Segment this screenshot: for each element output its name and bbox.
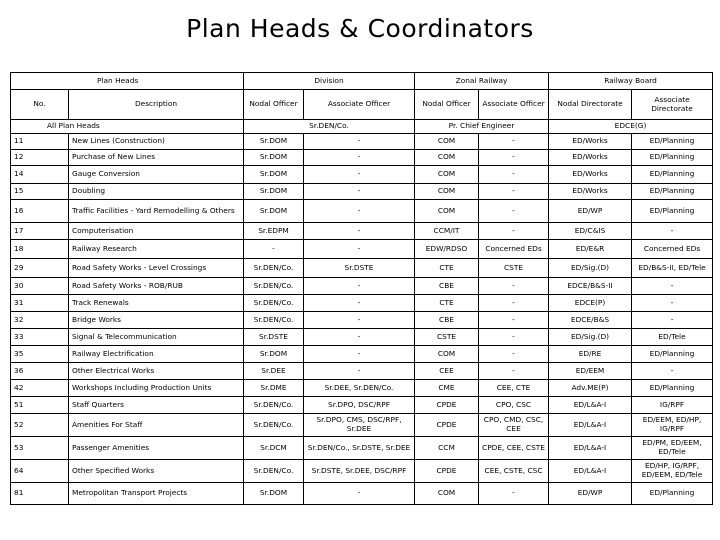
board-nodal-directorate: ED/L&A-I [549, 437, 632, 460]
zonal-associate-officer: - [479, 346, 549, 363]
zonal-associate-officer: - [479, 329, 549, 346]
board-nodal-directorate: ED/Works [549, 150, 632, 166]
division-associate-officer: Sr.DSTE [304, 259, 415, 278]
plan-head-number: 30 [11, 278, 69, 295]
zonal-nodal-officer: CME [415, 380, 479, 397]
plan-head-description: Staff Quarters [69, 397, 244, 414]
plan-head-number: 36 [11, 363, 69, 380]
plan-head-description: Metropolitan Transport Projects [69, 483, 244, 505]
division-nodal-officer: Sr.DOM [244, 346, 304, 363]
plan-head-number: 15 [11, 184, 69, 200]
header-zr-nodal-officer: Nodal Officer [415, 90, 479, 120]
board-associate-directorate: ED/PM, ED/EEM, ED/Tele [632, 437, 713, 460]
board-associate-directorate: ED/B&S-II, ED/Tele [632, 259, 713, 278]
table-row [11, 460, 713, 483]
board-associate-directorate: ED/Planning [632, 150, 713, 166]
board-nodal-directorate: ED/WP [549, 483, 632, 505]
plan-head-number: 32 [11, 312, 69, 329]
division-nodal-officer: Sr.DEN/Co. [244, 259, 304, 278]
plan-head-number: 29 [11, 259, 69, 278]
header-railway-board: Railway Board [549, 73, 713, 90]
zonal-associate-officer: CPO, CMD, CSC, CEE [479, 414, 549, 437]
division-nodal-officer: Sr.DEN/Co. [244, 295, 304, 312]
plan-head-number: 14 [11, 166, 69, 184]
division-associate-officer: - [304, 150, 415, 166]
board-associate-directorate: ED/Planning [632, 483, 713, 505]
division-nodal-officer: Sr.DOM [244, 200, 304, 223]
plan-head-number: 18 [11, 240, 69, 259]
board-associate-directorate: ED/Planning [632, 166, 713, 184]
plan-head-description: Bridge Works [69, 312, 244, 329]
page-title: Plan Heads & Coordinators [186, 14, 534, 43]
zonal-associate-officer: CSTE [479, 259, 549, 278]
header-plan-heads: Plan Heads [11, 73, 244, 90]
zonal-nodal-officer: CTE [415, 295, 479, 312]
division-nodal-officer: Sr.DEN/Co. [244, 460, 304, 483]
table-row [11, 240, 713, 259]
zonal-nodal-officer: CBE [415, 312, 479, 329]
plan-head-description: Doubling [69, 184, 244, 200]
division-nodal-officer: Sr.EDPM [244, 223, 304, 240]
division-associate-officer: Sr.DSTE, Sr.DEE, DSC/RPF [304, 460, 415, 483]
plan-head-number: 53 [11, 437, 69, 460]
board-associate-directorate: ED/HP, IG/RPF, ED/EEM, ED/Tele [632, 460, 713, 483]
header-zr-associate-officer: Associate Officer [479, 90, 549, 120]
board-associate-directorate: ED/EEM, ED/HP, IG/RPF [632, 414, 713, 437]
zonal-nodal-officer: COM [415, 483, 479, 505]
zonal-nodal-officer: CPDE [415, 460, 479, 483]
zonal-nodal-officer: COM [415, 184, 479, 200]
all-plan-heads-division: Sr.DEN/Co. [244, 120, 415, 134]
division-associate-officer: - [304, 483, 415, 505]
zonal-associate-officer: - [479, 363, 549, 380]
division-nodal-officer: Sr.DEE [244, 363, 304, 380]
board-nodal-directorate: EDCE/B&S [549, 312, 632, 329]
zonal-associate-officer: - [479, 295, 549, 312]
plan-head-description: Track Renewals [69, 295, 244, 312]
table-row [11, 363, 713, 380]
plan-head-description: Railway Research [69, 240, 244, 259]
division-nodal-officer: Sr.DEN/Co. [244, 414, 304, 437]
division-associate-officer: - [304, 295, 415, 312]
plan-head-description: Computerisation [69, 223, 244, 240]
division-associate-officer: - [304, 363, 415, 380]
plan-head-number: 12 [11, 150, 69, 166]
plan-head-number: 51 [11, 397, 69, 414]
board-nodal-directorate: ED/Sig.(D) [549, 329, 632, 346]
table-row [11, 414, 713, 437]
plan-head-number: 11 [11, 134, 69, 150]
plan-head-description: Traffic Facilities - Yard Remodelling & Others [69, 200, 244, 223]
division-associate-officer: - [304, 134, 415, 150]
division-associate-officer: Sr.DPO, DSC/RPF [304, 397, 415, 414]
zonal-nodal-officer: COM [415, 134, 479, 150]
board-nodal-directorate: ED/WP [549, 200, 632, 223]
plan-head-number: 17 [11, 223, 69, 240]
board-associate-directorate: - [632, 295, 713, 312]
header-rb-nodal-directorate: Nodal Directorate [549, 90, 632, 120]
board-associate-directorate: Concerned EDs [632, 240, 713, 259]
board-nodal-directorate: ED/L&A-I [549, 397, 632, 414]
zonal-nodal-officer: CTE [415, 259, 479, 278]
zonal-associate-officer: - [479, 312, 549, 329]
plan-head-description: Amenities For Staff [69, 414, 244, 437]
zonal-associate-officer: - [479, 200, 549, 223]
board-nodal-directorate: ED/C&IS [549, 223, 632, 240]
plan-head-description: Gauge Conversion [69, 166, 244, 184]
zonal-associate-officer: - [479, 134, 549, 150]
board-associate-directorate: - [632, 363, 713, 380]
plan-head-number: 64 [11, 460, 69, 483]
division-nodal-officer: Sr.DOM [244, 483, 304, 505]
division-nodal-officer: - [244, 240, 304, 259]
zonal-associate-officer: - [479, 483, 549, 505]
division-nodal-officer: Sr.DEN/Co. [244, 278, 304, 295]
plan-head-description: New Lines (Construction) [69, 134, 244, 150]
board-nodal-directorate: ED/Sig.(D) [549, 259, 632, 278]
board-associate-directorate: - [632, 278, 713, 295]
zonal-nodal-officer: COM [415, 200, 479, 223]
zonal-associate-officer: - [479, 278, 549, 295]
zonal-nodal-officer: COM [415, 166, 479, 184]
plan-head-number: 31 [11, 295, 69, 312]
division-nodal-officer: Sr.DEN/Co. [244, 397, 304, 414]
board-nodal-directorate: ED/Works [549, 134, 632, 150]
division-associate-officer: Sr.DPO, CMS, DSC/RPF, Sr.DEE [304, 414, 415, 437]
division-associate-officer: - [304, 240, 415, 259]
division-nodal-officer: Sr.DOM [244, 150, 304, 166]
all-plan-heads-zonal: Pr. Chief Engineer [415, 120, 549, 134]
table-row [11, 329, 713, 346]
division-associate-officer: - [304, 223, 415, 240]
table-row [11, 380, 713, 397]
table-row [11, 259, 713, 278]
board-nodal-directorate: ED/EEM [549, 363, 632, 380]
board-nodal-directorate: ED/Works [549, 166, 632, 184]
table-row [11, 295, 713, 312]
plan-head-number: 33 [11, 329, 69, 346]
board-associate-directorate: ED/Planning [632, 346, 713, 363]
plan-head-description: Road Safety Works - ROB/RUB [69, 278, 244, 295]
all-plan-heads-label: All Plan Heads [11, 120, 244, 134]
header-no: No. [11, 90, 69, 120]
table-row [11, 223, 713, 240]
zonal-associate-officer: - [479, 166, 549, 184]
division-nodal-officer: Sr.DOM [244, 166, 304, 184]
zonal-nodal-officer: CEE [415, 363, 479, 380]
zonal-nodal-officer: CPDE [415, 397, 479, 414]
zonal-nodal-officer: CCM [415, 437, 479, 460]
board-nodal-directorate: EDCE/B&S-II [549, 278, 632, 295]
plan-head-description: Purchase of New Lines [69, 150, 244, 166]
zonal-associate-officer: CEE, CTE [479, 380, 549, 397]
division-associate-officer: Sr.DEE, Sr.DEN/Co. [304, 380, 415, 397]
division-nodal-officer: Sr.DEN/Co. [244, 312, 304, 329]
board-nodal-directorate: ED/RE [549, 346, 632, 363]
plan-head-number: 16 [11, 200, 69, 223]
table-row [11, 134, 713, 150]
header-description: Description [69, 90, 244, 120]
table-row [11, 312, 713, 329]
table-row [11, 150, 713, 166]
board-nodal-directorate: ED/L&A-I [549, 460, 632, 483]
plan-head-description: Railway Electrification [69, 346, 244, 363]
zonal-associate-officer: - [479, 184, 549, 200]
plan-head-number: 52 [11, 414, 69, 437]
plan-heads-table [10, 72, 713, 505]
header-rb-associate-directorate: Associate Directorate [632, 90, 713, 120]
zonal-associate-officer: Concerned EDs [479, 240, 549, 259]
division-associate-officer: - [304, 346, 415, 363]
plan-head-description: Other Electrical Works [69, 363, 244, 380]
plan-head-number: 42 [11, 380, 69, 397]
division-associate-officer: - [304, 278, 415, 295]
header-div-nodal-officer: Nodal Officer [244, 90, 304, 120]
board-nodal-directorate: ED/L&A-I [549, 414, 632, 437]
division-nodal-officer: Sr.DOM [244, 184, 304, 200]
table-row [11, 346, 713, 363]
zonal-nodal-officer: COM [415, 346, 479, 363]
board-nodal-directorate: Adv.ME(P) [549, 380, 632, 397]
plan-head-number: 81 [11, 483, 69, 505]
board-nodal-directorate: ED/Works [549, 184, 632, 200]
division-associate-officer: - [304, 166, 415, 184]
plan-heads-rows [11, 134, 713, 505]
plan-head-description: Passenger Amenities [69, 437, 244, 460]
zonal-associate-officer: CPO, CSC [479, 397, 549, 414]
zonal-nodal-officer: CBE [415, 278, 479, 295]
table-row [11, 200, 713, 223]
table-row [11, 397, 713, 414]
table-row [11, 437, 713, 460]
header-division: Division [244, 73, 415, 90]
division-nodal-officer: Sr.DME [244, 380, 304, 397]
board-associate-directorate: - [632, 312, 713, 329]
plan-head-description: Signal & Telecommunication [69, 329, 244, 346]
plan-head-description: Other Specified Works [69, 460, 244, 483]
zonal-associate-officer: CEE, CSTE, CSC [479, 460, 549, 483]
table-row [11, 483, 713, 505]
board-associate-directorate: ED/Planning [632, 200, 713, 223]
all-plan-heads-board: EDCE(G) [549, 120, 713, 134]
plan-head-description: Workshops Including Production Units [69, 380, 244, 397]
zonal-nodal-officer: CCM/IT [415, 223, 479, 240]
zonal-nodal-officer: EDW/RDSO [415, 240, 479, 259]
board-associate-directorate: ED/Tele [632, 329, 713, 346]
division-associate-officer: - [304, 200, 415, 223]
division-associate-officer: Sr.DEN/Co., Sr.DSTE, Sr.DEE [304, 437, 415, 460]
board-associate-directorate: - [632, 223, 713, 240]
division-associate-officer: - [304, 312, 415, 329]
zonal-associate-officer: CPDE, CEE, CSTE [479, 437, 549, 460]
table-row [11, 278, 713, 295]
header-zonal-railway: Zonal Railway [415, 73, 549, 90]
board-associate-directorate: ED/Planning [632, 134, 713, 150]
board-nodal-directorate: ED/E&R [549, 240, 632, 259]
division-associate-officer: - [304, 184, 415, 200]
plan-head-description: Road Safety Works - Level Crossings [69, 259, 244, 278]
header-div-associate-officer: Associate Officer [304, 90, 415, 120]
table-row [11, 166, 713, 184]
zonal-associate-officer: - [479, 150, 549, 166]
zonal-associate-officer: - [479, 223, 549, 240]
board-nodal-directorate: EDCE(P) [549, 295, 632, 312]
division-nodal-officer: Sr.DCM [244, 437, 304, 460]
board-associate-directorate: IG/RPF [632, 397, 713, 414]
zonal-nodal-officer: CPDE [415, 414, 479, 437]
zonal-nodal-officer: CSTE [415, 329, 479, 346]
division-nodal-officer: Sr.DOM [244, 134, 304, 150]
board-associate-directorate: ED/Planning [632, 380, 713, 397]
table-row [11, 184, 713, 200]
division-associate-officer: - [304, 329, 415, 346]
zonal-nodal-officer: COM [415, 150, 479, 166]
division-nodal-officer: Sr.DSTE [244, 329, 304, 346]
plan-head-number: 35 [11, 346, 69, 363]
board-associate-directorate: ED/Planning [632, 184, 713, 200]
